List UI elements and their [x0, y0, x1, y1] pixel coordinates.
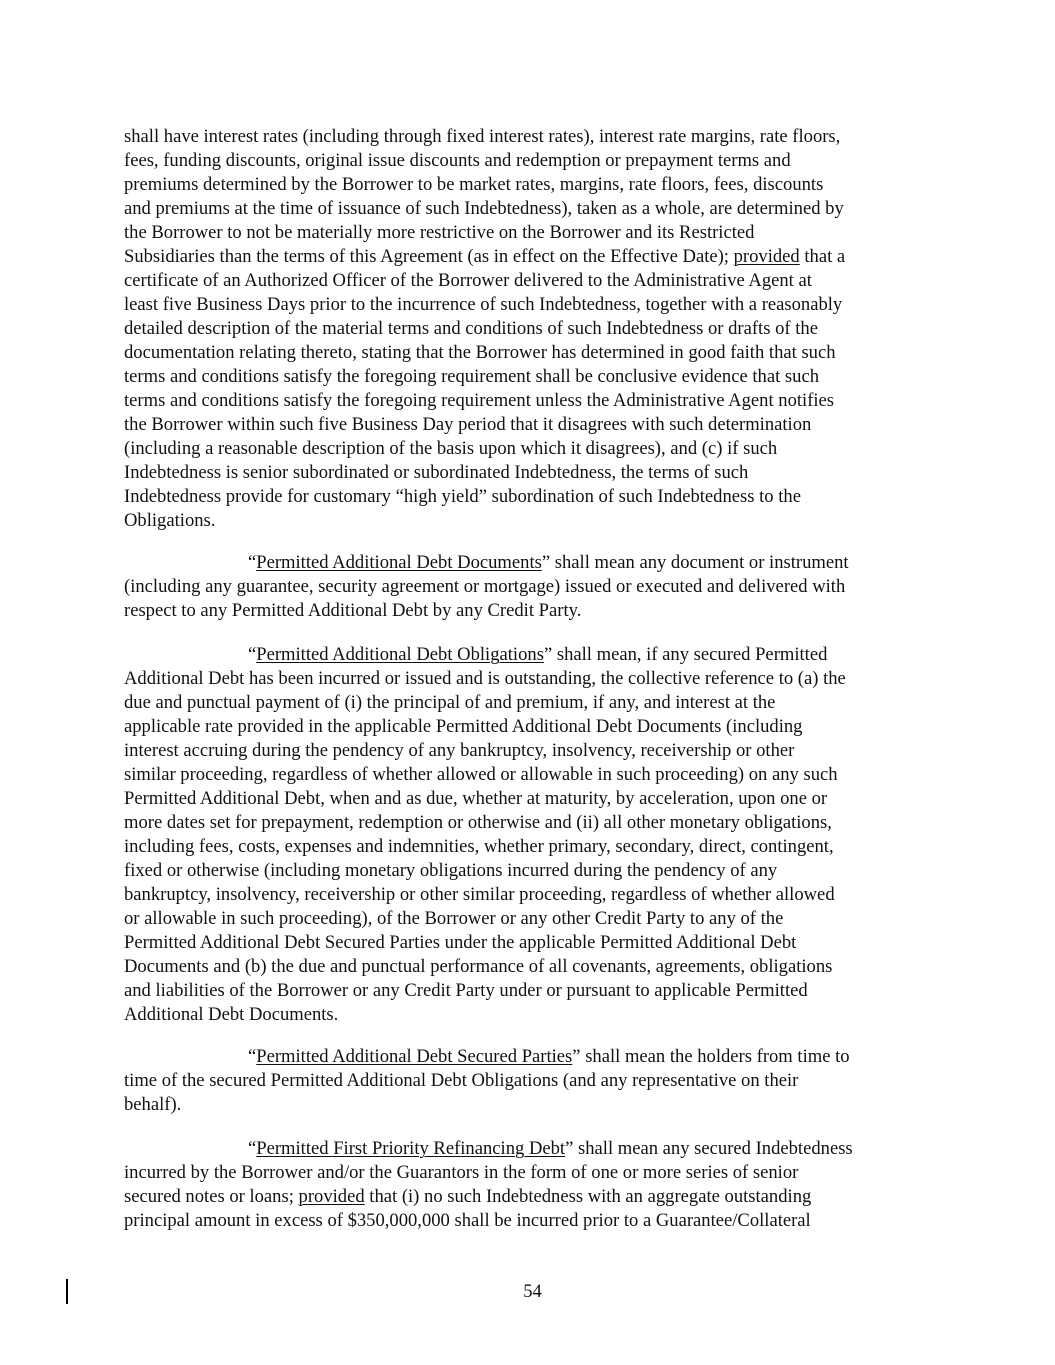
defined-term: Permitted Additional Debt Documents	[256, 552, 542, 573]
text-line	[248, 1137, 853, 1161]
text-line	[124, 413, 811, 437]
text-segment: ” shall mean any secured Indebtedness	[565, 1138, 853, 1159]
text-line	[124, 461, 748, 485]
text-segment: the Borrower within such five Business Day period that it disagrees with such determination	[124, 414, 812, 435]
text-line	[124, 599, 581, 623]
text-segment: Permitted Additional Debt, when and as due, whether at maturity, by acceleration, upon one or	[124, 788, 828, 809]
text-segment: Indebtedness provide for customary “high yield” subordination of such Indebtedness to the	[124, 486, 801, 507]
text-line	[124, 509, 215, 533]
text-segment: ” shall mean the holders from time to	[572, 1046, 850, 1067]
text-segment: interest accruing during the pendency of any bankruptcy, insolvency, receivership or other	[124, 740, 795, 761]
text-segment: least five Business Days prior to the incurrence of such Indebtedness, together with a reasonably	[124, 294, 843, 315]
text-segment: and premiums at the time of issuance of such Indebtedness), taken as a whole, are determined by	[124, 198, 844, 219]
text-segment: more dates set for prepayment, redemption or otherwise and (ii) all other monetary obligations,	[124, 812, 832, 833]
text-segment: “	[248, 1046, 257, 1067]
text-line	[124, 317, 818, 341]
text-segment: premiums determined by the Borrower to be market rates, margins, rate floors, fees, discounts	[124, 174, 824, 195]
text-segment: terms and conditions satisfy the foregoing requirement shall be conclusive evidence that such	[124, 366, 819, 387]
defined-term: Permitted Additional Debt Secured Parties	[256, 1046, 573, 1067]
text-segment: Indebtedness is senior subordinated or subordinated Indebtedness, the terms of such	[124, 462, 749, 483]
text-line	[124, 811, 832, 835]
defined-term: provided	[733, 246, 800, 267]
text-segment: detailed description of the material terms and conditions of such Indebtedness or drafts of the	[124, 318, 818, 339]
text-line	[124, 485, 801, 509]
text-segment: bankruptcy, insolvency, receivership or other similar proceeding, regardless of whether allowed	[124, 884, 835, 905]
text-segment: secured notes or loans;	[124, 1186, 299, 1207]
text-line	[124, 173, 823, 197]
text-segment: “	[248, 1138, 257, 1159]
text-line	[124, 931, 796, 955]
text-line	[124, 197, 844, 221]
text-segment: that (i) no such Indebtedness with an aggregate outstanding	[364, 1186, 812, 1207]
page-number: 54	[523, 1281, 542, 1302]
text-segment: fixed or otherwise (including monetary obligations incurred during the pendency of any	[124, 860, 778, 881]
text-segment: Permitted Additional Debt Secured Parties under the applicable Permitted Additional Debt	[124, 932, 797, 953]
text-segment: terms and conditions satisfy the foregoing requirement unless the Administrative Agent notifies	[124, 390, 835, 411]
text-line	[124, 907, 783, 931]
text-segment: due and punctual payment of (i) the principal of and premium, if any, and interest at the	[124, 692, 776, 713]
text-segment: similar proceeding, regardless of whether allowed or allowable in such proceeding) on any such	[124, 764, 838, 785]
text-line	[124, 269, 812, 293]
text-segment: fees, funding discounts, original issue discounts and redemption or prepayment terms and	[124, 150, 791, 171]
text-segment: documentation relating thereto, stating that the Borrower has determined in good faith that such	[124, 342, 836, 363]
text-line	[248, 1045, 850, 1069]
text-line	[124, 1069, 798, 1093]
text-line	[124, 389, 834, 413]
text-segment: “	[248, 644, 257, 665]
text-line	[124, 979, 808, 1003]
text-line	[124, 859, 777, 883]
text-segment: or allowable in such proceeding), of the Borrower or any other Credit Party to any of the	[124, 908, 784, 929]
text-segment: (including a reasonable description of the basis upon which it disagrees), and (c) if such	[124, 438, 778, 459]
text-line	[124, 1003, 338, 1027]
text-segment: respect to any Permitted Additional Debt by any Credit Party.	[124, 600, 582, 621]
text-line	[124, 955, 832, 979]
text-line	[124, 1185, 811, 1209]
text-segment: certificate of an Authorized Officer of the Borrower delivered to the Administrative Agent at	[124, 270, 812, 291]
text-segment: behalf).	[124, 1094, 182, 1115]
text-line	[124, 293, 842, 317]
text-line	[248, 551, 849, 575]
text-segment: principal amount in excess of $350,000,000 shall be incurred prior to a Guarantee/Collateral	[124, 1210, 811, 1231]
text-line	[124, 715, 802, 739]
defined-term: Permitted Additional Debt Obligations	[256, 644, 544, 665]
text-segment: incurred by the Borrower and/or the Guarantors in the form of one or more series of senior	[124, 1162, 799, 1183]
text-line	[124, 149, 791, 173]
text-segment: Additional Debt Documents.	[124, 1004, 339, 1025]
text-segment: ” shall mean any document or instrument	[541, 552, 849, 573]
text-segment: ” shall mean, if any secured Permitted	[543, 644, 828, 665]
text-line	[124, 341, 836, 365]
text-line	[124, 365, 819, 389]
text-line	[124, 245, 845, 269]
text-segment: time of the secured Permitted Additional Debt Obligations (and any representative on their	[124, 1070, 799, 1091]
text-segment: (including any guarantee, security agreement or mortgage) issued or executed and delivered with	[124, 576, 846, 597]
text-segment: and liabilities of the Borrower or any Credit Party under or pursuant to applicable Permitted	[124, 980, 808, 1001]
text-line	[124, 739, 794, 763]
text-segment: including fees, costs, expenses and indemnities, whether primary, secondary, direct, contingent,	[124, 836, 834, 857]
text-line	[124, 763, 838, 787]
text-segment: Additional Debt has been incurred or issued and is outstanding, the collective reference to (a) the	[124, 668, 846, 689]
text-line	[124, 575, 845, 599]
defined-term: provided	[298, 1186, 365, 1207]
text-line	[124, 125, 840, 149]
text-segment: Subsidiaries than the terms of this Agreement (as in effect on the Effective Date);	[124, 246, 734, 267]
text-line	[124, 1209, 811, 1233]
text-line	[124, 787, 827, 811]
text-line	[124, 667, 846, 691]
text-line	[124, 1161, 798, 1185]
text-segment: Documents and (b) the due and punctual performance of all covenants, agreements, obligations	[124, 956, 833, 977]
text-segment: the Borrower to not be materially more restrictive on the Borrower and its Restricted	[124, 222, 755, 243]
text-line	[124, 835, 834, 859]
text-line	[124, 883, 835, 907]
text-line	[124, 437, 777, 461]
text-segment: that a	[799, 246, 846, 267]
text-segment: “	[248, 552, 257, 573]
text-line	[124, 1093, 181, 1117]
text-segment: applicable rate provided in the applicable Permitted Additional Debt Documents (including	[124, 716, 803, 737]
text-segment: shall have interest rates (including through fixed interest rates), interest rate margins, rate floors,	[124, 126, 841, 147]
text-line	[124, 221, 754, 245]
text-line	[248, 643, 827, 667]
defined-term: Permitted First Priority Refinancing Debt	[256, 1138, 566, 1159]
text-segment: Obligations.	[124, 510, 216, 531]
text-line	[124, 691, 775, 715]
